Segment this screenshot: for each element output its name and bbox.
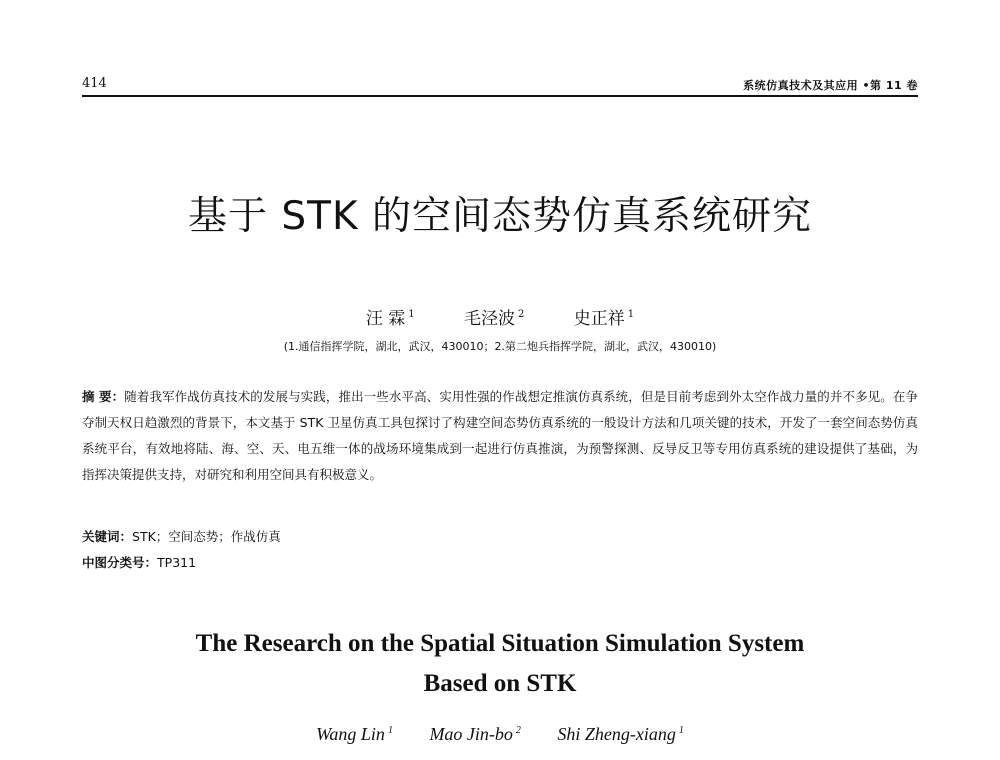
author-name: Mao Jin-bo [429,724,513,744]
journal-info: 系统仿真技术及其应用 •第 11 卷 [743,79,918,92]
affiliation-chinese: (1.通信指挥学院，湖北，武汉，430010；2.第二炮兵指挥学院，湖北，武汉，430010) [283,340,717,353]
affiliation-mark: 1 [627,309,635,320]
title-english [0,624,1000,704]
author-en [316,724,393,745]
author-name: 史正祥 [573,309,625,329]
title-english-line1: The Research on the Spatial Situation Simulation System [195,630,805,657]
affiliation-mark: 1 [678,725,684,736]
classification-label: 中图分类号： [82,555,158,570]
title-english-line2: Based on STK [423,670,577,697]
abstract [82,384,918,488]
author-cn [464,304,524,329]
author-name: Shi Zheng-xiang [557,724,676,744]
author-cn [366,304,415,329]
header-rule [82,95,918,97]
author-name: 毛泾波 [464,309,516,329]
title-chinese: 基于 STK 的空间态势仿真系统研究 [188,194,812,239]
classification-text: TP311 [157,555,197,570]
authors-chinese [0,304,1000,329]
authors-english [0,724,1000,745]
page-number: 414 [82,76,107,91]
keywords [82,527,918,545]
abstract-label: 摘 要： [82,389,125,404]
affiliation-mark: 1 [387,725,393,736]
abstract-text: 随着我军作战仿真技术的发展与实践，推出一些水平高、实用性强的作战想定推演仿真系统，但是目前考虑到外太空作战力量的并不多见。在争夺制天权日趋激烈的背景下，本文基于 STK 卫星仿真工具包探讨了构建空间态势仿真系统的一般设计方法和几项关键的技术，开发了一套空间态势仿真系统平台，有效地将陆、海、空、天、电五维一体的战场环境集成到一起进行仿真推演，为预警探测、反导反卫等专用仿真系统的建设提供了基础，为指挥决策提供支持，对研究和利用空间具有积极意义。 [82,389,918,482]
affiliation-mark: 1 [408,309,415,320]
author-cn [574,304,634,329]
running-header [82,76,918,96]
affiliation-mark: 2 [518,309,525,320]
classification [82,553,918,571]
author-name: 汪 霖 [365,309,406,329]
author-en [557,724,684,745]
keywords-label: 关键词： [82,529,133,544]
author-en [429,724,520,745]
author-name: Wang Lin [316,724,385,744]
keywords-text: STK；空间态势；作战仿真 [132,529,281,544]
affiliation-mark: 2 [515,725,521,736]
